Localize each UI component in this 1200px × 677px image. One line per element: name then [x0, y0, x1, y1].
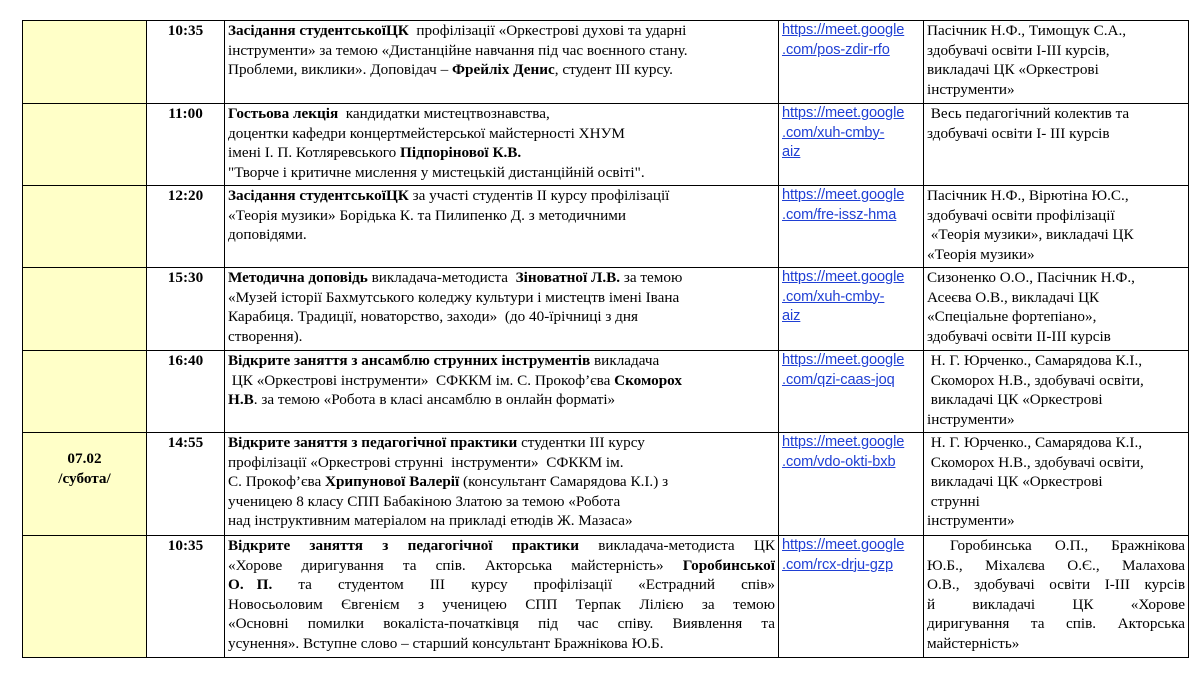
participants-line: «Теорія музики» — [927, 245, 1035, 263]
event-line — [228, 327, 775, 347]
participants-cell — [924, 104, 1189, 186]
event-highlight-text: Засідання студентськоїЦК — [228, 187, 409, 204]
participants-line: викладачі ЦК «Оркестрові — [927, 61, 1099, 78]
event-line — [228, 307, 775, 327]
participants-line: Горобинська О.П., Бражнікова — [927, 537, 1185, 554]
schedule-body — [23, 21, 1189, 658]
event-text: за участі студентів ІІ курсу профілізації — [408, 187, 670, 204]
date-cell — [23, 104, 147, 186]
meeting-link-cell — [779, 21, 924, 104]
event-text: за темою — [620, 269, 683, 286]
meet-link-line[interactable]: .com/fre-issz-hma — [782, 206, 897, 223]
meet-link-line[interactable]: https://meet.google — [782, 269, 905, 285]
meeting-link-cell — [779, 433, 924, 536]
meeting-link-cell — [779, 536, 924, 658]
participants-line: Пасічник Н.Ф., Вірютіна Ю.С., — [927, 187, 1129, 204]
event-highlight-text: Н.В — [228, 391, 254, 408]
participants-line: Асеєва О.В., викладачі ЦК — [927, 288, 1100, 306]
participants-line: інструменти» — [927, 512, 1015, 529]
time-cell: 16:40 — [147, 351, 225, 433]
date-cell — [23, 268, 147, 351]
participants-cell — [924, 351, 1189, 433]
event-line — [228, 634, 775, 654]
event-line — [228, 124, 775, 144]
event-text: над інструктивним матеріалом на прикладі етюдів Ж. Мазаса» — [228, 512, 633, 529]
participants-line: струнні — [927, 492, 980, 510]
event-highlight-text: О. П. — [228, 576, 273, 593]
event-text: «Хорове диригування та спів. Акторська майстерність» — [228, 556, 683, 574]
schedule-row — [23, 186, 1189, 268]
event-line — [228, 575, 775, 595]
date-cell — [23, 351, 147, 433]
event-description-cell — [225, 536, 779, 658]
event-highlight-text: Горобинської — [682, 556, 775, 574]
event-text: ЦК «Оркестрові інструменти» СФККМ ім. С. Прокоф’єва — [228, 371, 615, 389]
participants-line: здобувачі освіти І-ІІІ курсів, — [927, 41, 1110, 59]
event-text: «Теорія музики» Борідька К. та Пилипенко Д. з методичними — [228, 206, 626, 224]
event-highlight-text: Скоморох — [614, 371, 682, 389]
event-highlight-text: Засідання студентськоїЦК — [228, 22, 409, 39]
participants-line: Н. Г. Юрченко., Самарядова К.І., — [927, 352, 1143, 369]
event-text: створення). — [228, 327, 303, 345]
date-line: /субота/ — [58, 469, 111, 487]
event-text: профілізації «Оркестрові духові та ударні — [408, 22, 687, 39]
meet-link-line[interactable]: https://meet.google — [782, 22, 905, 38]
event-highlight-text: Зіноватної Л.В. — [515, 269, 621, 286]
event-text: ученицею 8 класу СПП Бабакіною Златою за темою «Робота — [228, 492, 621, 510]
event-line — [228, 511, 775, 531]
meet-link-line[interactable]: https://meet.google — [782, 434, 905, 450]
event-description-cell — [225, 21, 779, 104]
event-line — [228, 390, 775, 410]
schedule-row — [23, 268, 1189, 351]
participants-cell — [924, 433, 1189, 536]
event-description-cell — [225, 351, 779, 433]
meeting-link-cell — [779, 186, 924, 268]
schedule-row — [23, 21, 1189, 104]
meet-link-line[interactable]: .com/rcx-drju-gzp — [782, 556, 894, 573]
participants-line: Скоморох Н.В., здобувачі освіти, — [927, 371, 1144, 389]
meet-link-line[interactable]: .com/xuh-cmby- — [782, 288, 885, 305]
event-text: усунення». Вступне слово – старший консультант Бражнікова Ю.Б. — [228, 634, 664, 652]
date-cell — [23, 536, 147, 658]
event-text: «Основні помилки вокаліста-початківця під час співу. Виявлення та — [228, 615, 775, 632]
event-line — [228, 595, 775, 615]
participants-cell — [924, 268, 1189, 351]
event-text: студентки ІІІ курсу — [517, 434, 645, 451]
meet-link-line[interactable]: .com/qzi-caas-joq — [782, 371, 895, 388]
meeting-link-cell — [779, 104, 924, 186]
meet-link[interactable] — [782, 21, 920, 60]
time-cell: 10:35 — [147, 21, 225, 104]
event-text: Проблеми, виклики». Доповідач – — [228, 61, 452, 78]
event-text: Карабиця. Традиції, новаторство, заходи» (до 40-їрічниці з дня — [228, 308, 638, 325]
participants-line: Скоморох Н.В., здобувачі освіти, — [927, 453, 1144, 471]
schedule-table — [22, 20, 1189, 658]
event-highlight-text: Методична доповідь — [228, 269, 368, 286]
event-text: С. Прокоф’єва — [228, 473, 326, 490]
event-description-cell — [225, 186, 779, 268]
date-cell — [23, 433, 147, 536]
meet-link-line[interactable]: aiz — [782, 144, 801, 160]
event-highlight-text: Відкрите заняття з ансамблю струнних інструментів — [228, 352, 591, 369]
participants-line: здобувачі освіти І- ІІІ курсів — [927, 124, 1110, 142]
participants-line: викладачі ЦК «Оркестрові — [927, 391, 1103, 408]
event-line — [228, 143, 775, 163]
event-line — [228, 453, 775, 473]
event-highlight-text: Фрейліх Денис — [452, 61, 555, 78]
event-text: профілізації «Оркестрові струнні інструменти» СФККМ ім. — [228, 453, 624, 471]
event-line — [228, 288, 775, 308]
event-line — [228, 536, 775, 556]
meeting-link-cell — [779, 351, 924, 433]
time-cell: 15:30 — [147, 268, 225, 351]
participants-line: Сизоненко О.О., Пасічник Н.Ф., — [927, 269, 1135, 286]
meet-link-line[interactable]: https://meet.google — [782, 187, 905, 203]
event-line — [228, 163, 775, 183]
participants-line: інструменти» — [927, 80, 1015, 98]
meet-link[interactable] — [782, 104, 920, 163]
meet-link-line[interactable]: .com/vdo-okti-bxb — [782, 453, 896, 470]
event-text: викладача-методиста — [367, 269, 516, 286]
event-text: , студент ІІІ курсу. — [554, 61, 673, 78]
event-description-cell — [225, 268, 779, 351]
time-cell: 14:55 — [147, 433, 225, 536]
schedule-row — [23, 433, 1189, 536]
event-line — [228, 21, 775, 41]
meet-link[interactable] — [782, 186, 920, 225]
meet-link[interactable] — [782, 351, 920, 390]
event-text: та студентом ІІІ курсу профілізації «Естрадний спів» — [272, 576, 775, 593]
event-line — [228, 104, 775, 124]
meet-link[interactable] — [782, 433, 920, 472]
event-text: інструменти» за темою «Дистанційне навчання під час воєнного стану. — [228, 41, 688, 59]
event-line — [228, 41, 775, 61]
participants-line: О.В., здобувачі освіти І-ІІІ курсів — [927, 576, 1185, 593]
event-description-cell — [225, 104, 779, 186]
event-highlight-text: Відкрите заняття з педагогічної практики — [228, 537, 580, 554]
participants-line: Н. Г. Юрченко., Самарядова К.І., — [927, 434, 1143, 451]
event-line — [228, 60, 775, 80]
participants-line: диригування та спів. Акторська — [927, 615, 1185, 632]
participants-line: здобувачі освіти ІІ-ІІІ курсів — [927, 327, 1111, 345]
schedule-row — [23, 104, 1189, 186]
event-line — [228, 206, 775, 226]
event-line — [228, 433, 775, 453]
participants-line: інструменти» — [927, 410, 1015, 428]
event-description-cell — [225, 433, 779, 536]
meeting-link-cell — [779, 268, 924, 351]
participants-line: «Спеціальне фортепіано», — [927, 308, 1097, 325]
meet-link-line[interactable]: https://meet.google — [782, 352, 905, 368]
date-line: 07.02 — [67, 450, 102, 467]
meet-link-line[interactable]: .com/xuh-cmby- — [782, 124, 885, 141]
event-highlight-text: Підпорінової К.В. — [400, 144, 522, 161]
event-highlight-text: Відкрите заняття з педагогічної практики — [228, 434, 518, 451]
event-line — [228, 472, 775, 492]
participants-line: Ю.Б., Міхалєва О.Є., Малахова — [927, 556, 1185, 574]
participants-line: здобувачі освіти профілізації — [927, 206, 1115, 224]
event-text: доповідями. — [228, 226, 307, 243]
participants-line: Пасічник Н.Ф., Тимощук С.А., — [927, 22, 1127, 39]
participants-line: Весь педагогічний колектив та — [927, 105, 1130, 122]
event-text: «Музей історії Бахмутського коледжу культури і мистецтв імені Івана — [228, 288, 680, 306]
participants-line: викладачі ЦК «Оркестрові — [927, 473, 1103, 490]
event-line — [228, 492, 775, 512]
event-line — [228, 268, 775, 288]
meet-link[interactable] — [782, 268, 920, 327]
date-cell — [23, 21, 147, 104]
time-cell: 10:35 — [147, 536, 225, 658]
time-cell: 11:00 — [147, 104, 225, 186]
date-cell — [23, 186, 147, 268]
event-text: імені І. П. Котляревського — [228, 144, 401, 161]
meet-link[interactable] — [782, 536, 920, 575]
event-text: кандидатки мистецтвознавства, — [338, 105, 550, 122]
event-text: Новосьоловим Євгенієм з ученицею СПП Терпак Лілією за темою — [228, 595, 775, 613]
event-text: доцентки кафедри концертмейстерської майстерності ХНУМ — [228, 124, 625, 142]
event-text: викладача — [590, 352, 660, 369]
event-line — [228, 556, 775, 576]
event-line — [228, 225, 775, 245]
schedule-row — [23, 536, 1189, 658]
participants-line: майстерність» — [927, 634, 1020, 652]
event-text: (консультант Самарядова К.І.) з — [459, 473, 669, 490]
time-cell: 12:20 — [147, 186, 225, 268]
participants-line: «Теорія музики», викладачі ЦК — [927, 226, 1134, 243]
event-line — [228, 614, 775, 634]
event-text: викладача-методиста ЦК — [579, 537, 775, 554]
participants-cell — [924, 186, 1189, 268]
event-highlight-text: Хрипунової Валерії — [325, 473, 460, 490]
meet-link-line[interactable]: https://meet.google — [782, 105, 905, 121]
event-line — [228, 186, 775, 206]
event-text: . за темою «Робота в класі ансамблю в онлайн форматі» — [253, 391, 616, 408]
event-text: "Творче і критичне мислення у мистецькій дистанційній освіті". — [228, 163, 645, 181]
participants-line: й викладачі ЦК «Хорове — [927, 595, 1185, 613]
participants-cell — [924, 536, 1189, 658]
event-line — [228, 351, 775, 371]
event-highlight-text: Гостьова лекція — [228, 105, 339, 122]
schedule-row — [23, 351, 1189, 433]
meet-link-line[interactable]: aiz — [782, 308, 801, 324]
event-line — [228, 371, 775, 391]
meet-link-line[interactable]: https://meet.google — [782, 537, 905, 553]
participants-cell — [924, 21, 1189, 104]
meet-link-line[interactable]: .com/pos-zdir-rfo — [782, 41, 890, 58]
